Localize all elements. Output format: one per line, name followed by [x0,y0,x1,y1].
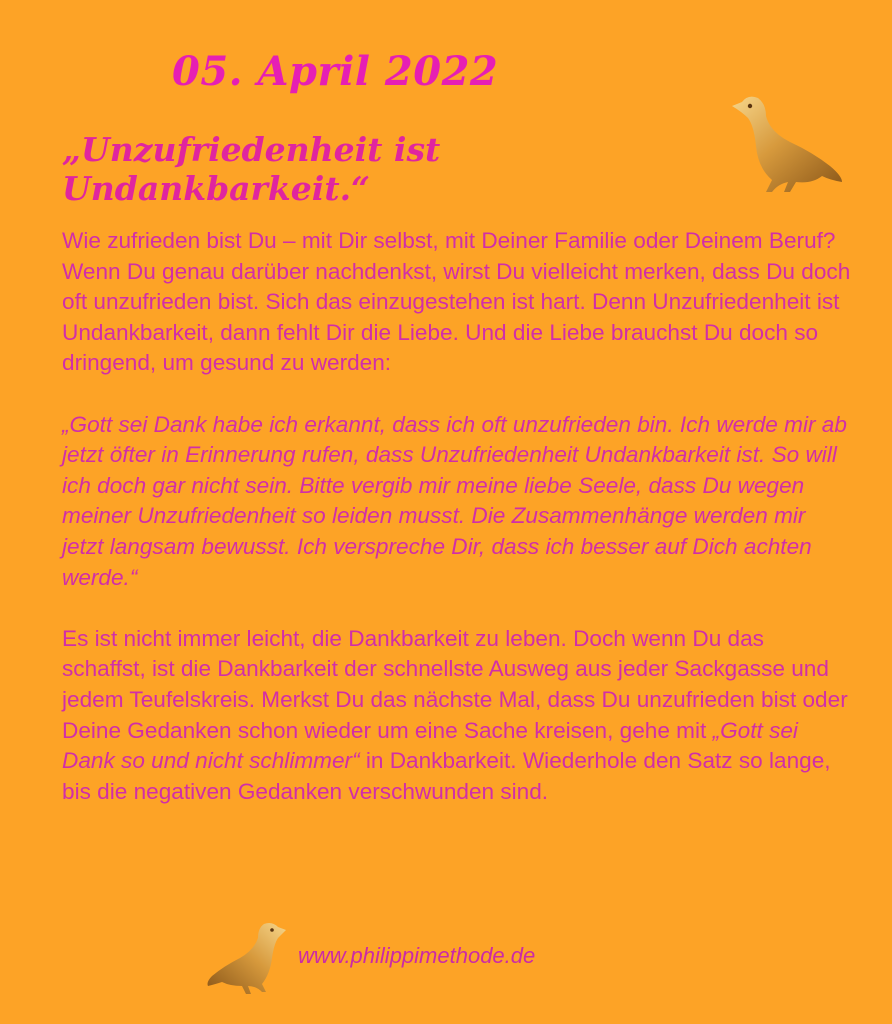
closing-quote: „Gott sei Dank so und nicht schlimmer“ [62,717,798,774]
dove-icon [206,920,290,998]
prayer-paragraph: „Gott sei Dank habe ich erkannt, dass ich oft unzufrieden bin. Ich werde mir ab jetzt öfter in Erinnerung rufen, dass Unzufriedenheit Undankbarkeit ist. So will ich doch gar nicht sein. Bitte vergib mir meine liebe Seele, dass Du wegen meiner Unzufriedenheit so leiden musst. Die Zusammenhänge werden mir jetzt langsam bewusst. Ich verspreche Dir, dass ich besser auf Dich achten werde.“ [62,411,847,590]
dove-icon [726,92,846,200]
page-title: „Unzufriedenheit ist Undankbarkeit.“ [62,130,441,208]
website-link[interactable]: www.philippimethode.de [298,943,536,968]
closing-paragraph [62,624,852,808]
page-date: 05. April 2022 [172,48,499,95]
intro-paragraph: Wie zufrieden bist Du – mit Dir selbst, mit Deiner Familie oder Deinem Beruf? Wenn Du genau darüber nachdenkst, wirst Du vielleicht merken, dass Du doch oft unzufrieden bist. Sich das einzugestehen ist hart. Denn Unzufriedenheit ist Undankbarkeit, dann fehlt Dir die Liebe. Und die Liebe brauchst Du doch so dringend, um gesund zu werden: [62,228,851,376]
article-body [62,226,852,838]
closing-text-start: Es ist nicht immer leicht, die Dankbarkeit zu leben. Doch wenn Du das schaffst, ist die Dankbarkeit der schnellste Ausweg aus jeder Sackgasse und jedem Teufelskreis. Merkst Du das nächste Mal, dass Du unzufrieden bist oder Deine Gedanken schon wieder um eine Sache kreisen, gehe mit [62,625,848,743]
closing-text-end: in Dankbarkeit. Wiederhole den Satz so lange, bis die negativen Gedanken verschwunden sind. [62,748,831,804]
